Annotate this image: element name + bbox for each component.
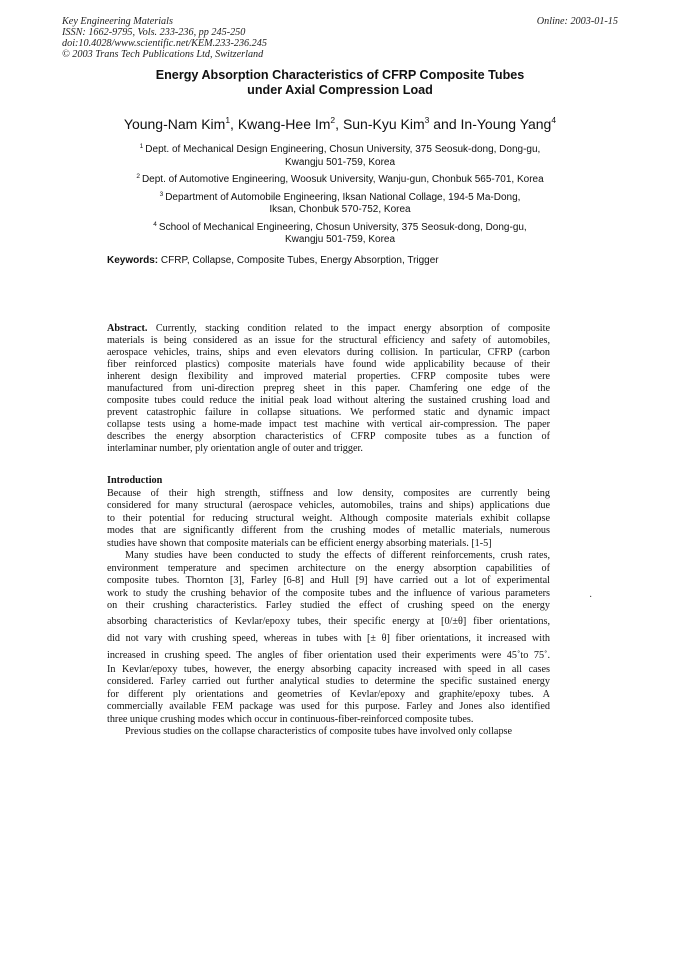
affiliation-2 xyxy=(62,171,618,187)
affiliation-sup: 1 xyxy=(139,143,144,150)
body-line: work to study the crushing behavior of the composite tubes and the influence of various parameters xyxy=(107,587,550,599)
abstract-line: fiber reinforced plastics) composite materials have found wide applicability because of their xyxy=(107,359,550,370)
author-separator: , xyxy=(335,116,343,132)
journal-header xyxy=(62,16,618,60)
abstract-line: describes the energy absorption characteristics of CFRP composite tubes as a function of xyxy=(107,431,550,442)
author-sup: 1 xyxy=(225,115,231,125)
affiliation-sup: 4 xyxy=(153,220,157,228)
body-line: Because of their high strength, stiffness and low density, composites are currently being xyxy=(107,487,550,499)
affiliation-line: Kwangju 501-759, Korea xyxy=(284,234,396,245)
doi-line[interactable]: doi:10.4028/www.scientific.net/KEM.233-236.245 xyxy=(62,38,267,49)
body-line: considered. Farley carried out further analytical studies to determine the specific sustained energy xyxy=(107,676,550,687)
copyright-line: © 2003 Trans Tech Publications Ltd, Switzerland xyxy=(62,49,264,60)
affiliation-4 xyxy=(62,219,618,247)
online-date: Online: 2003-01-15 xyxy=(536,16,618,27)
abstract-text: Currently, stacking condition related to the impact energy absorption of composite xyxy=(147,323,550,334)
author-separator: , xyxy=(230,116,238,132)
issn-line: ISSN: 1662-9795, Vols. 233-236, pp 245-250 xyxy=(62,27,246,38)
affiliation-line: Dept. of Mechanical Design Engineering, Chosun University, 375 Seosuk-dong, Dong-gu, xyxy=(145,144,541,155)
author-name: In-Young Yang xyxy=(460,116,552,132)
title-line-2: under Axial Compression Load xyxy=(247,83,433,97)
body-line: environment temperature and specimen architecture on the energy absorption capabilities of xyxy=(107,562,550,574)
affiliation-list xyxy=(62,141,618,249)
abstract-line: prevent catastrophic failure in collapse situations. We performed static and dynamic impact xyxy=(107,407,550,418)
author-sup: 4 xyxy=(551,115,557,125)
body-line: for different ply orientations and geometries of Kevlar/epoxy and graphite/epoxy tubes. A xyxy=(107,688,550,700)
author-separator: and xyxy=(429,116,461,132)
abstract-line xyxy=(107,323,550,335)
abstract-line: aerospace vehicles, trains, ships and even elevators during collision. In particular, CFRP (carbon xyxy=(107,347,550,358)
journal-name: Key Engineering Materials xyxy=(62,16,173,27)
body-line: considered for many structural (aerospace vehicles, automobiles, trains and ships) applications due xyxy=(107,500,550,511)
affiliation-line: School of Mechanical Engineering, Chosun University, 375 Seosuk-dong, Dong-gu, xyxy=(158,221,527,233)
affiliation-1 xyxy=(62,141,618,169)
title-line-1: Energy Absorption Characteristics of CFRP Composite Tubes xyxy=(155,68,525,82)
abstract-line: interlaminar number, ply orientation angle of outer and trigger. xyxy=(107,443,363,454)
keywords-label: Keywords: xyxy=(107,255,159,266)
abstract-line: composite tubes could reduce the initial peak load without altering the sustained crushing load and xyxy=(107,395,550,406)
body-line: Many studies have been conducted to study the effects of different reinforcements, crush rates, xyxy=(125,550,550,561)
affiliation-3 xyxy=(62,189,618,217)
margin-mark: · xyxy=(589,592,593,603)
body-line: did not vary with crushing speed, whereas in tubes with [± θ] fiber orientations, it increased with xyxy=(107,632,550,644)
affiliation-line: Iksan, Chonbuk 570-752, Korea xyxy=(269,204,411,215)
affiliation-line: Dept. of Automotive Engineering, Woosuk University, Wanju-gun, Chonbuk 565-701, Korea xyxy=(141,174,544,185)
affiliation-sup: 3 xyxy=(159,190,164,198)
affiliation-line: Kwangju 501-759, Korea xyxy=(284,156,396,168)
author-sup: 2 xyxy=(330,115,336,125)
author-name: Kwang-Hee Im xyxy=(237,116,331,132)
abstract xyxy=(107,323,550,455)
section-heading: Introduction xyxy=(107,475,163,486)
affiliation-line: Department of Automobile Engineering, Iksan National Collage, 194-5 Ma-Dong, xyxy=(165,191,521,203)
paper-title xyxy=(62,68,618,98)
body-line: In Kevlar/epoxy tubes, however, the energy absorbing capacity increased with speed in all cases xyxy=(107,663,550,675)
introduction-section xyxy=(107,475,550,739)
body-line: composite tubes. Thornton [3], Farley [6-8] and Hull [9] have carried out a lot of experimental xyxy=(107,575,550,586)
author-sup: 3 xyxy=(424,115,430,125)
body-line: on their crushing characteristics. Farley studied the effect of crushing speed on the energy xyxy=(107,600,550,611)
body-line: modes that are significantly different from the crushing modes of metallic materials, numerous xyxy=(107,525,550,536)
author-list xyxy=(62,115,618,132)
body-line: Previous studies on the collapse characteristics of composite tubes have involved only collapse xyxy=(125,726,513,737)
abstract-line: inherent design flexibility and improved material properties. CFRP composite tubes were xyxy=(107,371,550,382)
body-line: studies have shown that composite materials can be efficient energy absorbing materials. [1-5] xyxy=(107,537,492,549)
body-line: to their potential for reducing structural weight. Although composite materials exhibit collapse xyxy=(107,512,550,524)
abstract-line: materials is being considered as an issue for the structural efficiency and safety of automobiles, xyxy=(107,335,550,346)
body-line: commercially available FEM package was used for this purpose. Farley and Jones also identified xyxy=(107,701,550,712)
author-name: Young-Nam Kim xyxy=(123,116,226,132)
abstract-line: collapse tests using a home-made impact test machine with vertical air-compression. The paper xyxy=(107,419,550,430)
body-line: increased in crushing speed. The angles of fiber orientation used their experiments were 45˚to 75˚. xyxy=(107,649,550,661)
body-line: absorbing characteristics of Kevlar/epoxy tubes, their specific energy at [0/±θ] fiber orientations, xyxy=(107,615,550,627)
keywords xyxy=(107,255,577,266)
body-line: three unique crushing modes which occur in continuous-fiber-reinforced composite tubes. xyxy=(107,713,474,725)
abstract-label: Abstract. xyxy=(107,323,148,334)
author-name: Sun-Kyu Kim xyxy=(342,116,425,132)
keywords-text: CFRP, Collapse, Composite Tubes, Energy Absorption, Trigger xyxy=(158,255,439,266)
abstract-line: manufactured from uni-direction prepreg sheet in this paper. Chamfering one edge of the xyxy=(107,383,550,394)
affiliation-sup: 2 xyxy=(136,173,140,180)
